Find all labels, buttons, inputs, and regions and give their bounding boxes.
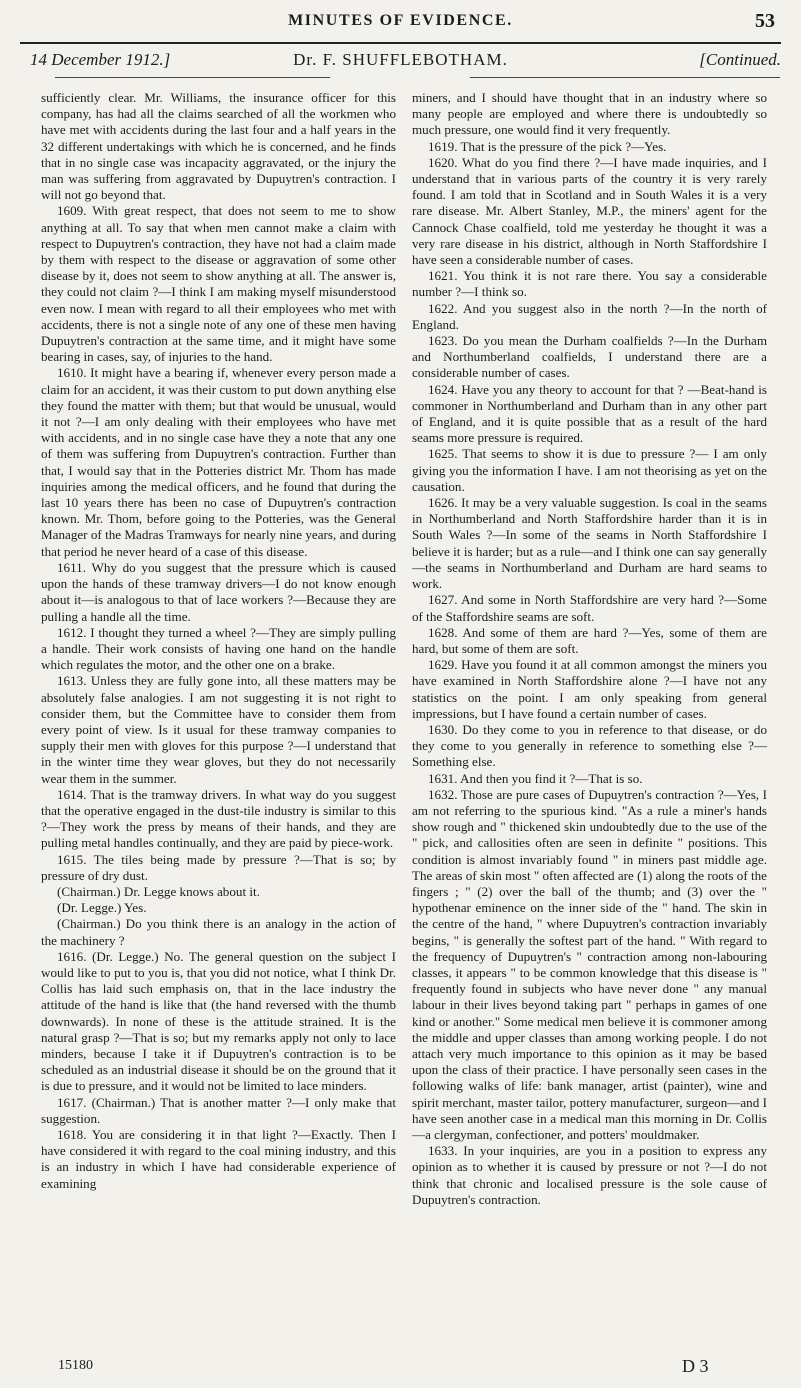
witness-name: Dr. F. SHUFFLEBOTHAM.	[293, 50, 508, 69]
paragraph: (Dr. Legge.) Yes.	[57, 900, 147, 916]
sitting-date: 14 December 1912.]	[30, 50, 171, 69]
paragraph: (Chairman.) Do you think there is an analogy in the action of the machinery ?	[41, 916, 396, 948]
paragraph: 1628. And some of them are hard ?—Yes, some of them are hard, but some of them are soft.	[412, 624, 767, 656]
paragraph: 1626. It may be a very valuable suggestion. Is coal in the seams in Northumberland and North Staffordshire harder than it is in South Wales ?—In some of the seams in North Staffordshire I believe it is harder; but as a rule—and I think one can say generally—the seams in Northumberland and Durham are hard seams to work.	[412, 495, 767, 592]
paragraph: 1630. Do they come to you in reference to that disease, or do they come to you generally in reference to something else ?—Something else.	[412, 721, 767, 770]
paragraph: 1613. Unless they are fully gone into, all these matters may be absolutely false analogies. I am not suggesting it is not right to consider them, but the Committee have to consider them from every point of view. Is it usual for these tramway companies to supply their men with gloves for this purpose ?—I understand that in the winter time they wear gloves, but they do not necessarily wear them in the summer.	[41, 673, 396, 786]
print-code: 15180	[58, 1358, 93, 1373]
paragraph: sufficiently clear. Mr. Williams, the insurance officer for this company, has had all the claims searched of all the workmen who have met with accidents during the last four and a half years in the 32 different undertakings with which he is concerned, and he finds that in no single case was incapacity aggravated, or the injury the man was suffering from aggravated by Dupuytren's contraction. I will not go beyond that.	[41, 90, 396, 203]
paragraph: 1617. (Chairman.) That is another matter ?—I only make that suggestion.	[41, 1094, 396, 1126]
page-number: 53	[755, 10, 775, 32]
paragraph: 1624. Have you any theory to account for that ? —Beat-hand is commoner in Northumberland and Durham than in any other part of England, and it is quite possible that as a result of the hard seams more pressure is required.	[412, 381, 767, 446]
subhead-rule-left	[55, 77, 330, 78]
paragraph: 1616. (Dr. Legge.) No. The general question on the subject I would like to put to you is, that you did not notice, what I think Dr. Collis has laid such emphasis on, that in the lace industry the attitude of the hand is like that (the hand reversed with the thumb downwards). In none of these is the attitude strained. It is the natural grasp ?—That is so; but my remarks apply not only to lace minders, because I take it if Dupuytren's contraction is to be scheduled as an industrial disease it should be on the ground that it is due to pressure, and it would not be limited to lace minders.	[41, 948, 396, 1094]
paragraph: 1609. With great respect, that does not seem to me to show anything at all. To say that when men cannot make a claim with respect to Dupuytren's contraction, they have not had a claim made by them with respect to the disease or aggravation of some other disease by it, does not seem to show anything at all. The answer is, they could not claim ?—I think I am making myself misunderstood even now. I mean with regard to all their employees who met with accidents, there is not a single note of any one of these men having Dupuytren's contraction at the same time, and it might have some bearing in cases, say, of injuries to the hand.	[41, 203, 396, 365]
paragraph: 1614. That is the tramway drivers. In what way do you suggest that the operative engaged in the dust-tile industry is similar to this ?—They work the press by means of their hands, and they are pulling metal handles continually, and they are paid by piece-work.	[41, 786, 396, 851]
signature-mark: D 3	[682, 1356, 709, 1376]
paragraph: 1623. Do you mean the Durham coalfields ?—In the Durham and Northumberland coalfields, I understand there are a considerable number of cases.	[412, 333, 767, 381]
paragraph: 1633. In your inquiries, are you in a position to express any opinion as to whether it is caused by pressure or not ?—I do not think that chronic and localised pressure is the sole cause of Dupuytren's contraction.	[412, 1143, 767, 1207]
paragraph: 1632. Those are pure cases of Dupuytren's contraction ?—Yes, I am not referring to the spurious kind. "As a rule a miner's hands show rough and " thickened skin undoubtedly due to the use of the " pick, and callosities often are seen in definite " positions. This condition is almost invariably found " in miners past middle age. The areas of skin most " often affected are (1) along the roots of the fingers ; " (2) over the ball of the thumb; and (3) over the " hypothenar eminence on the inner side of the " hand. The skin in the centre of the hand, " where Dupuytren's contraction invariably begins, " is generally the softest part of the hand. " With regard to the frequency of Dupuytren's " contraction among non-labouring classes, it appears " to be common knowledge that this disease is " frequently found in subjects who have never done " any manual labour in their lives beyond taking part " perhaps in games of one kind or another." Some medical men believe it is commoner among the middle and upper classes than among working people. I do not attach very much importance to this opinion as it may be based upon the class of their practice. I have personally seen cases in the following walks of life: bank manager, artist (painter), wine and spirit merchant, master tailor, pottery manufacturer, surgeon—and I have seen another case in a medical man this morning in Dr. Collis—a clergyman, confectioner, and potters' mouldmaker.	[412, 786, 767, 1142]
right-column	[412, 90, 767, 1208]
paragraph: 1620. What do you find there ?—I have made inquiries, and I understand that in various parts of the country it is very rarely found. I am told that in Scotland and in South Wales it is a very rare disease. Mr. Albert Stanley, M.P., the miners' agent for the Cannock Chase coalfield, told me yesterday he thought it was a very rare disease in his district, although in North Staffordshire I have seen a considerable number of cases.	[412, 154, 767, 268]
paragraph: 1615. The tiles being made by pressure ?—That is so; by pressure of dry dust.	[41, 851, 396, 883]
paragraph: 1618. You are considering it in that light ?—Exactly. Then I have considered it with regard to the coal mining industry, and this is an industry in which I have had considerable experience of examining	[41, 1127, 396, 1191]
paragraph: 1629. Have you found it at all common amongst the miners you have examined in North Staffordshire alone ?—I have not any statistics on the point. I am only speaking from general impressions, but I have found a certain number of cases.	[412, 657, 767, 721]
running-head	[0, 0, 801, 40]
paragraph: 1611. Why do you suggest that the pressure which is caused upon the hands of these tramway drivers—I do not know enough about it—is analogous to that of lace workers ?—Because they are pulling a handle all the time.	[41, 559, 396, 624]
paragraph: 1627. And some in North Staffordshire are very hard ?—Some of the Staffordshire seams are soft.	[412, 592, 767, 624]
running-title: MINUTES OF EVIDENCE.	[288, 12, 513, 29]
paragraph: 1619. That is the pressure of the pick ?—Yes.	[428, 138, 667, 154]
paragraph: (Chairman.) Dr. Legge knows about it.	[57, 883, 260, 899]
left-column	[41, 90, 396, 1192]
subheading	[20, 50, 781, 74]
paragraph: 1625. That seems to show it is due to pressure ?— I am only giving you the information I have. I am not theorising as yet on the causation.	[412, 446, 767, 494]
paragraph: 1631. And then you find it ?—That is so.	[428, 770, 643, 786]
paragraph: 1621. You think it is not rare there. You say a considerable number ?—I think so.	[412, 268, 767, 300]
continued-label: [Continued.	[699, 50, 781, 69]
paragraph: miners, and I should have thought that in an industry where so many people are employed and where there is undoubtedly so much pressure, one would find it very frequently.	[412, 90, 767, 138]
paragraph: 1610. It might have a bearing if, whenever every person made a claim for an accident, it was their custom to put down anything else they found the matter with them; but that would be unusual, would it not ?—I am only dealing with their employees who have met with accidents, and in no single case have they a note that any one of them was suffering from Dupuytren's contraction. Further than that, I would say that in the Potteries district Mr. Thom has made inquiries among the medical officers, and he found that during the last 10 years there has been no case of Dupuytren's contraction known. Mr. Thom, before going to the Potteries, was the General Manager of the Madras Tramways for nearly nine years, and during that period he never heard of a case of this disease.	[41, 365, 396, 559]
paragraph: 1622. And you suggest also in the north ?—In the north of England.	[412, 300, 767, 332]
paragraph: 1612. I thought they turned a wheel ?—They are simply pulling a handle. Their work consists of having one hand on the handle which regulates the motor, and the other one on a brake.	[41, 624, 396, 673]
header-rule	[20, 42, 781, 44]
subhead-rule-right	[470, 77, 780, 78]
